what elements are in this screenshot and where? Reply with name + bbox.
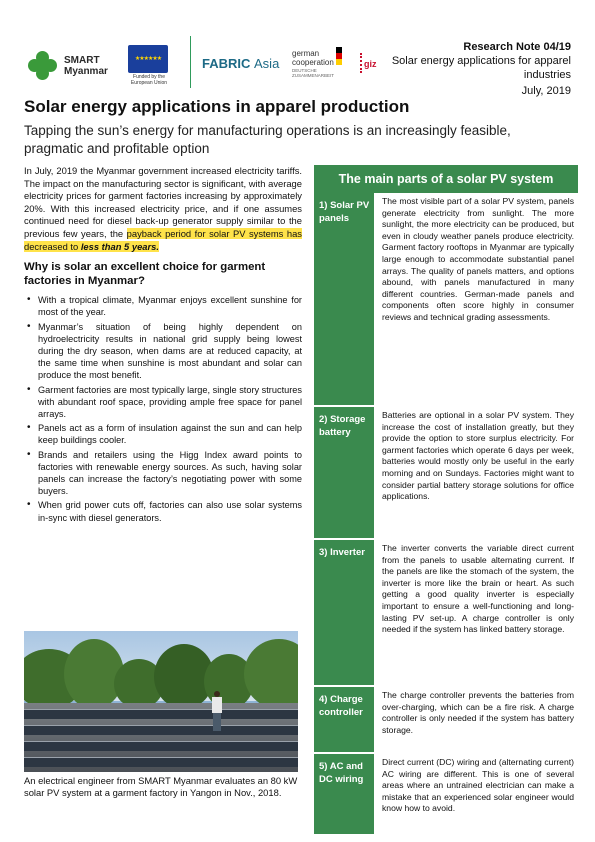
table-row xyxy=(314,754,578,834)
fabric-asia-logo: FABRIC Asia xyxy=(202,56,280,71)
photo-caption: An electrical engineer from SMART Myanmar evaluates an 80 kW solar PV system at a garment factory in Yangon in Nov., 2018. xyxy=(24,775,298,799)
intro-paragraph: In July, 2019 the Myanmar government increased electricity tariffs. The impact on the manufacturing sector is significant, with average electricity prices for garment factories increasing by approximately 20%. With this increased electricity price, and if one assumes continued need for diesel back-up generator supply similar to the previous few years, the payback period for solar PV systems has decreased to less than 5 years. xyxy=(24,165,302,252)
row-text: Batteries are optional in a solar PV system. They increase the cost of installation greatly, but they provide the option to store surplus electricity. For garment factories which operate 6 days per week, batteries would mostly only be useful in the early morning and on Sundays. Factories might want to consider partial battery storage solutions for office applications. xyxy=(374,407,578,538)
table-row xyxy=(314,687,578,754)
note-subtitle: Solar energy applications for apparel industries xyxy=(391,55,571,81)
eu-flag-icon: ★★★★★★ xyxy=(128,45,168,73)
why-solar-list xyxy=(24,294,302,524)
research-note-number: Research Note 04/19 xyxy=(463,41,571,53)
list-item: • Panels act as a form of insulation against the sun and can help keep buildings cooler. xyxy=(24,422,302,446)
row-text: The inverter converts the variable direct current from the panels to usable alternating current. If the panels are like the stomach of the system, the inverter is more like the brain or heart. As such getting a good quality inverter is especially important to ensure a well-functioning and long-lasting PV set-up. A charge controller is only needed if the system has linked battery storage. xyxy=(374,540,578,685)
list-item: • Brands and retailers using the Higg Index award points to factories with renewable energy sources. As such, having solar panels can increase the factory’s negotiating power with some buyers. xyxy=(24,449,302,498)
table-row xyxy=(314,540,578,687)
german-flag-icon xyxy=(336,47,342,65)
payback-highlight-strong: less than 5 years. xyxy=(80,240,159,252)
note-date: July, 2019 xyxy=(521,85,571,97)
page-title: Solar energy applications in apparel production xyxy=(24,97,410,116)
solar-parts-table xyxy=(314,165,578,834)
header-divider xyxy=(190,36,191,88)
row-label: 4) Charge controller xyxy=(314,687,374,752)
smart-myanmar-logo xyxy=(28,46,122,86)
page-header xyxy=(0,0,595,95)
page-subtitle: Tapping the sun’s energy for manufacturing operations is an increasingly feasible, pragmatic and profitable option xyxy=(24,123,511,156)
eu-caption: Funded by the European Union xyxy=(130,74,168,86)
payback-highlight: payback period for solar PV systems has decreased to xyxy=(24,227,302,252)
german-cooperation-logo: german cooperation DEUTSCHE ZUSAMMENARBEIT xyxy=(292,47,352,81)
table-row xyxy=(314,407,578,540)
why-solar-heading: Why is solar an excellent choice for garment factories in Myanmar? xyxy=(24,261,266,288)
row-text: Direct current (DC) wiring and (alternating current) AC wiring are different. This is one of several areas where an untrained electrician can make a mistake that an experienced solar engineer would know how to avoid. xyxy=(374,754,578,834)
table-row xyxy=(314,193,578,407)
engineer-figure xyxy=(212,691,222,731)
row-label: 1) Solar PV panels xyxy=(314,193,374,405)
research-note-block xyxy=(381,40,571,98)
list-item: • When grid power cuts off, factories can also use solar systems in-sync with diesel generators. xyxy=(24,499,302,523)
giz-logo: giz xyxy=(360,53,400,75)
list-item: • Myanmar’s situation of being highly dependent on hydroelectricity results in national grid supply being lowest during the dry season, when dams are at reduced capacity, at the same time when sunshine is most abundant and solar can produce the most benefit. xyxy=(24,321,302,382)
left-column xyxy=(24,165,302,526)
list-item: • With a tropical climate, Myanmar enjoys excellent sunshine for most of the year. xyxy=(24,294,302,318)
row-text: The most visible part of a solar PV system, panels generate electricity from sunlight. The more sunlight, the more electricity can be produced, but even in cloudy weather panels produce electricity. Garment factory rooftops in Myanmar are typically large enough to accommodate substantial panel arrays. The quality of panels matters, and options abound, with panels manufactured in many different countries. German-made panels and components often score highly in consumer reviews and technical grading assessments. xyxy=(374,193,578,405)
row-label: 3) Inverter xyxy=(314,540,374,685)
list-item: • Garment factories are most typically large, single story structures with abundant roof space, providing ample free space for panel arrays. xyxy=(24,384,302,421)
row-text: The charge controller prevents the batteries from over-charging, which can be a fire risk. A charge controller is only needed if the system has battery storage. xyxy=(374,687,578,752)
table-heading: The main parts of a solar PV system xyxy=(314,165,578,193)
row-label: 5) AC and DC wiring xyxy=(314,754,374,834)
rooftop-solar-photo xyxy=(24,631,298,772)
clover-icon xyxy=(28,51,58,81)
smart-logo-text: SMART Myanmar xyxy=(64,55,108,77)
row-label: 2) Storage battery xyxy=(314,407,374,538)
